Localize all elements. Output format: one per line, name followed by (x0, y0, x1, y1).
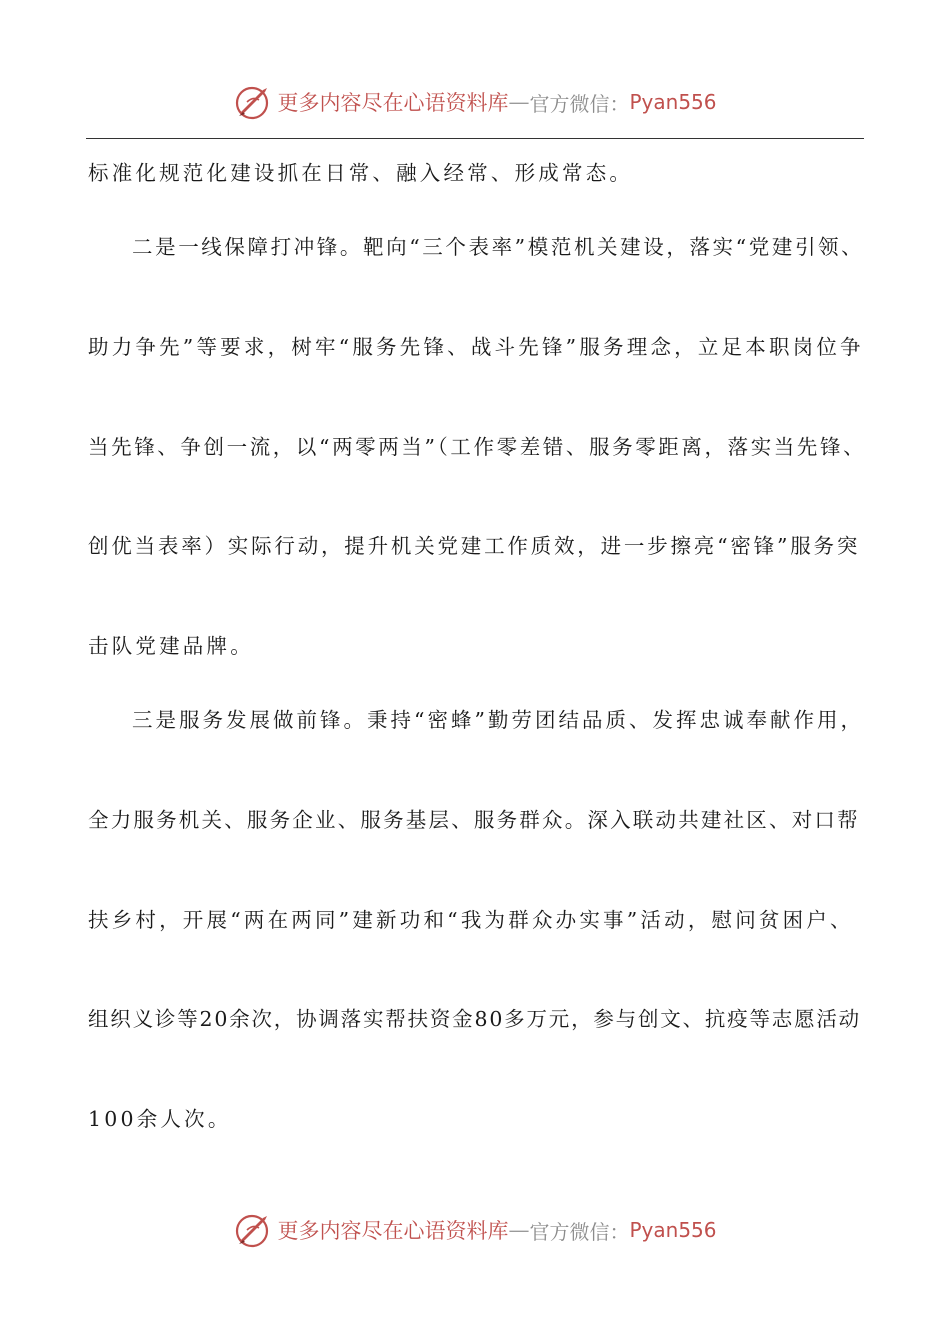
body-line: 全力服务机关、服务企业、服务基层、服务群众。深入联动共建社区、对口帮 (88, 808, 860, 832)
footer-promo-text: 更多内容尽在心语资料库 (277, 1219, 509, 1243)
pen-logo-icon (233, 1210, 273, 1250)
footer-wechat-handle: Pyan556 (629, 1218, 717, 1242)
header-wechat-handle: Pyan556 (629, 90, 717, 114)
body-line: 三是服务发展做前锋。秉持“密蜂”勤劳团结品质、发挥忠诚奉献作用， (132, 708, 864, 732)
footer-banner (0, 1208, 950, 1252)
body-line: 二是一线保障打冲锋。靶向“三个表率”模范机关建设，落实“党建引领、 (132, 235, 865, 259)
footer-dash: — (508, 1218, 530, 1242)
footer-wechat-label: 官方微信： (529, 1219, 630, 1244)
pen-logo-icon (233, 82, 273, 122)
header-dash: — (508, 90, 530, 114)
body-line: 当先锋、争创一流，以“两零两当”（工作零差错、服务零距离，落实当先锋、 (88, 435, 867, 459)
body-line: 创优当表率）实际行动，提升机关党建工作质效，进一步擦亮“密锋”服务突 (88, 534, 861, 558)
body-line: 标准化规范化建设抓在日常、融入经常、形成常态。 (88, 161, 634, 185)
body-line: 100余人次。 (88, 1107, 232, 1131)
header-banner (0, 80, 950, 124)
body-line: 组织义诊等20余次，协调落实帮扶资金80多万元，参与创文、抗疫等志愿活动 (88, 1007, 861, 1031)
header-divider (86, 138, 864, 139)
body-line: 击队党建品牌。 (88, 634, 254, 658)
body-line: 助力争先”等要求，树牢“服务先锋、战斗先锋”服务理念，立足本职岗位争 (88, 335, 864, 359)
body-line: 扶乡村，开展“两在两同”建新功和“我为群众办实事”活动，慰问贫困户、 (88, 908, 854, 932)
header-wechat-label: 官方微信： (529, 91, 630, 116)
header-promo-text: 更多内容尽在心语资料库 (277, 91, 509, 115)
